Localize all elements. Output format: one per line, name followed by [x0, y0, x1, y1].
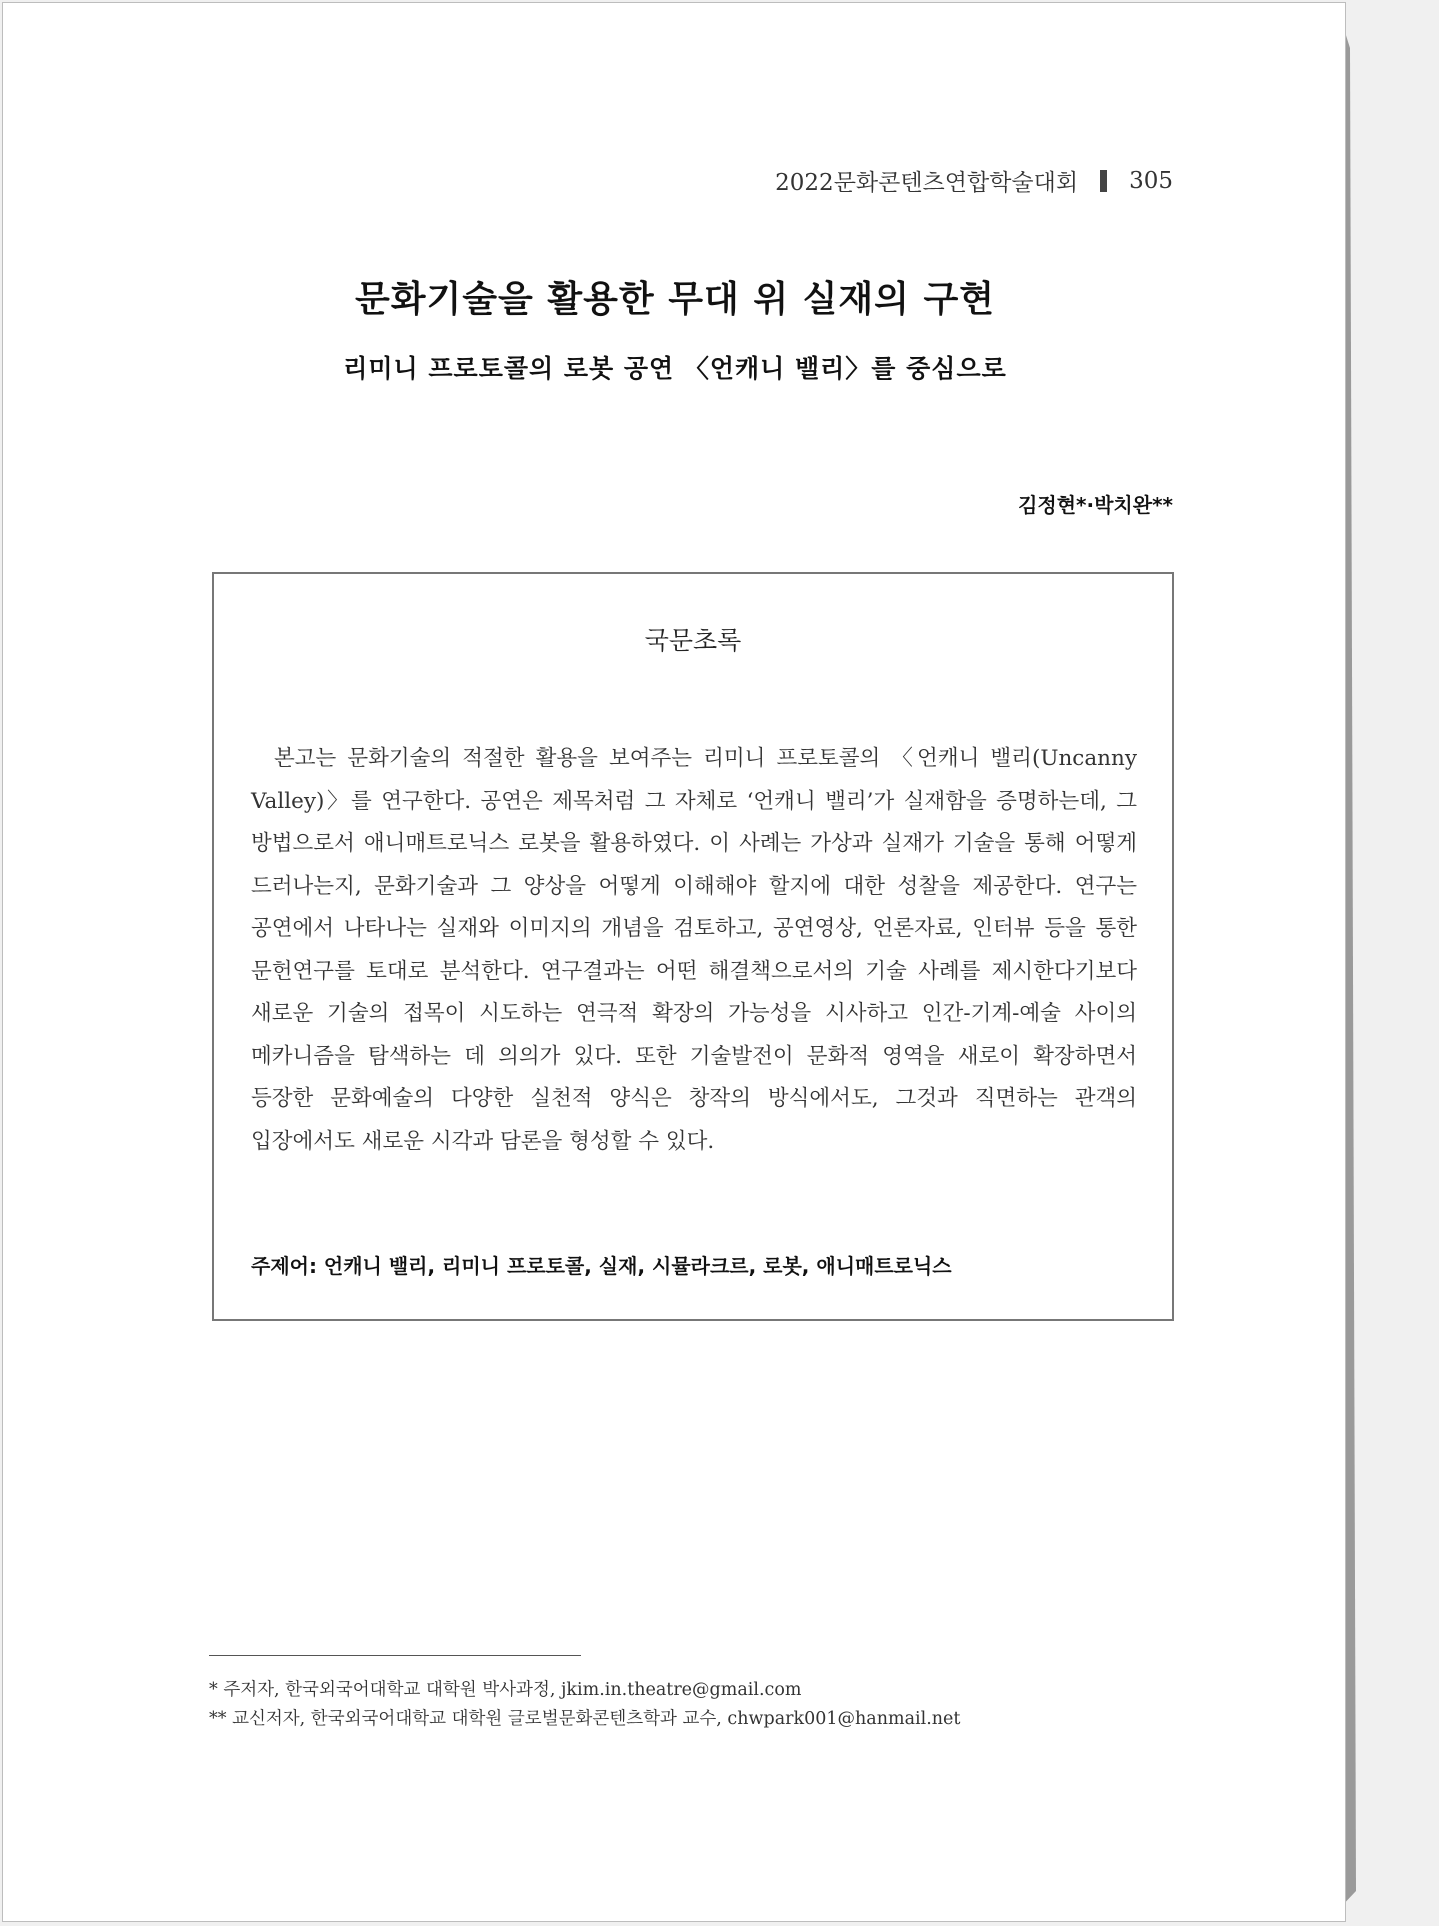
- footnote-divider: [209, 1655, 581, 1656]
- abstract-body: 본고는 문화기술의 적절한 활용을 보여주는 리미니 프로토콜의 〈언캐니 밸리(Uncanny Valley)〉를 연구한다. 공연은 제목처럼 그 자체로 ‘언캐니 밸리’가 실재함을 증명하는데, 그 방법으로서 애니매트로닉스 로봇을 활용하였다. 이 사례는 가상과 실재가 기술을 통해 어떻게 드러나는지, 문화기술과 그 양상을 어떻게 이해해야 할지에 대한 성찰을 제공한다. 연구는 공연에서 나타나는 실재와 이미지의 개념을 검토하고, 공연영상, 언론자료, 인터뷰 등을 통한 문헌연구를 토대로 분석한다. 연구결과는 어떤 해결책으로서의 기술 사례를 제시한다기보다 새로운 기술의 접목이 시도하는 연극적 확장의 가능성을 시사하고 인간-기계-예술 사이의 메카니즘을 탐색하는 데 의의가 있다. 또한 기술발전이 문화적 영역을 새로이 확장하면서 등장한 문화예술의 다양한 실천적 양식은 창작의 방식에서도, 그것과 직면하는 관객의 입장에서도 새로운 시각과 담론을 형성할 수 있다.: [251, 746, 1137, 1154]
- keywords: 주제어: 언캐니 밸리, 리미니 프로토콜, 실재, 시뮬라크르, 로봇, 애니매트로닉스: [251, 1254, 952, 1278]
- paper-subtitle: 리미니 프로토콜의 로봇 공연 〈언캐니 밸리〉를 중심으로: [343, 354, 1007, 383]
- footnote-corresponding-author: ** 교신저자, 한국외국어대학교 대학원 글로벌문화콘텐츠학과 교수, chwpark001@hanmail.net: [209, 1709, 961, 1729]
- paper-page: [2, 2, 1346, 1922]
- abstract-heading: 국문초록: [644, 626, 742, 655]
- header-separator: [1100, 170, 1107, 192]
- conference-name: 2022문화콘텐츠연합학술대회: [775, 170, 1079, 196]
- paper-title: 문화기술을 활용한 무대 위 실재의 구현: [354, 279, 996, 320]
- footnote-corresponding-first-author: * 주저자, 한국외국어대학교 대학원 박사과정, jkim.in.theatre@gmail.com: [209, 1680, 802, 1700]
- page-number: 305: [1129, 167, 1173, 194]
- author-line: 김정현*·박치완**: [1018, 493, 1173, 517]
- abstract-box: [212, 572, 1174, 1321]
- running-header: [775, 164, 1173, 197]
- footnotes: [209, 1676, 960, 1734]
